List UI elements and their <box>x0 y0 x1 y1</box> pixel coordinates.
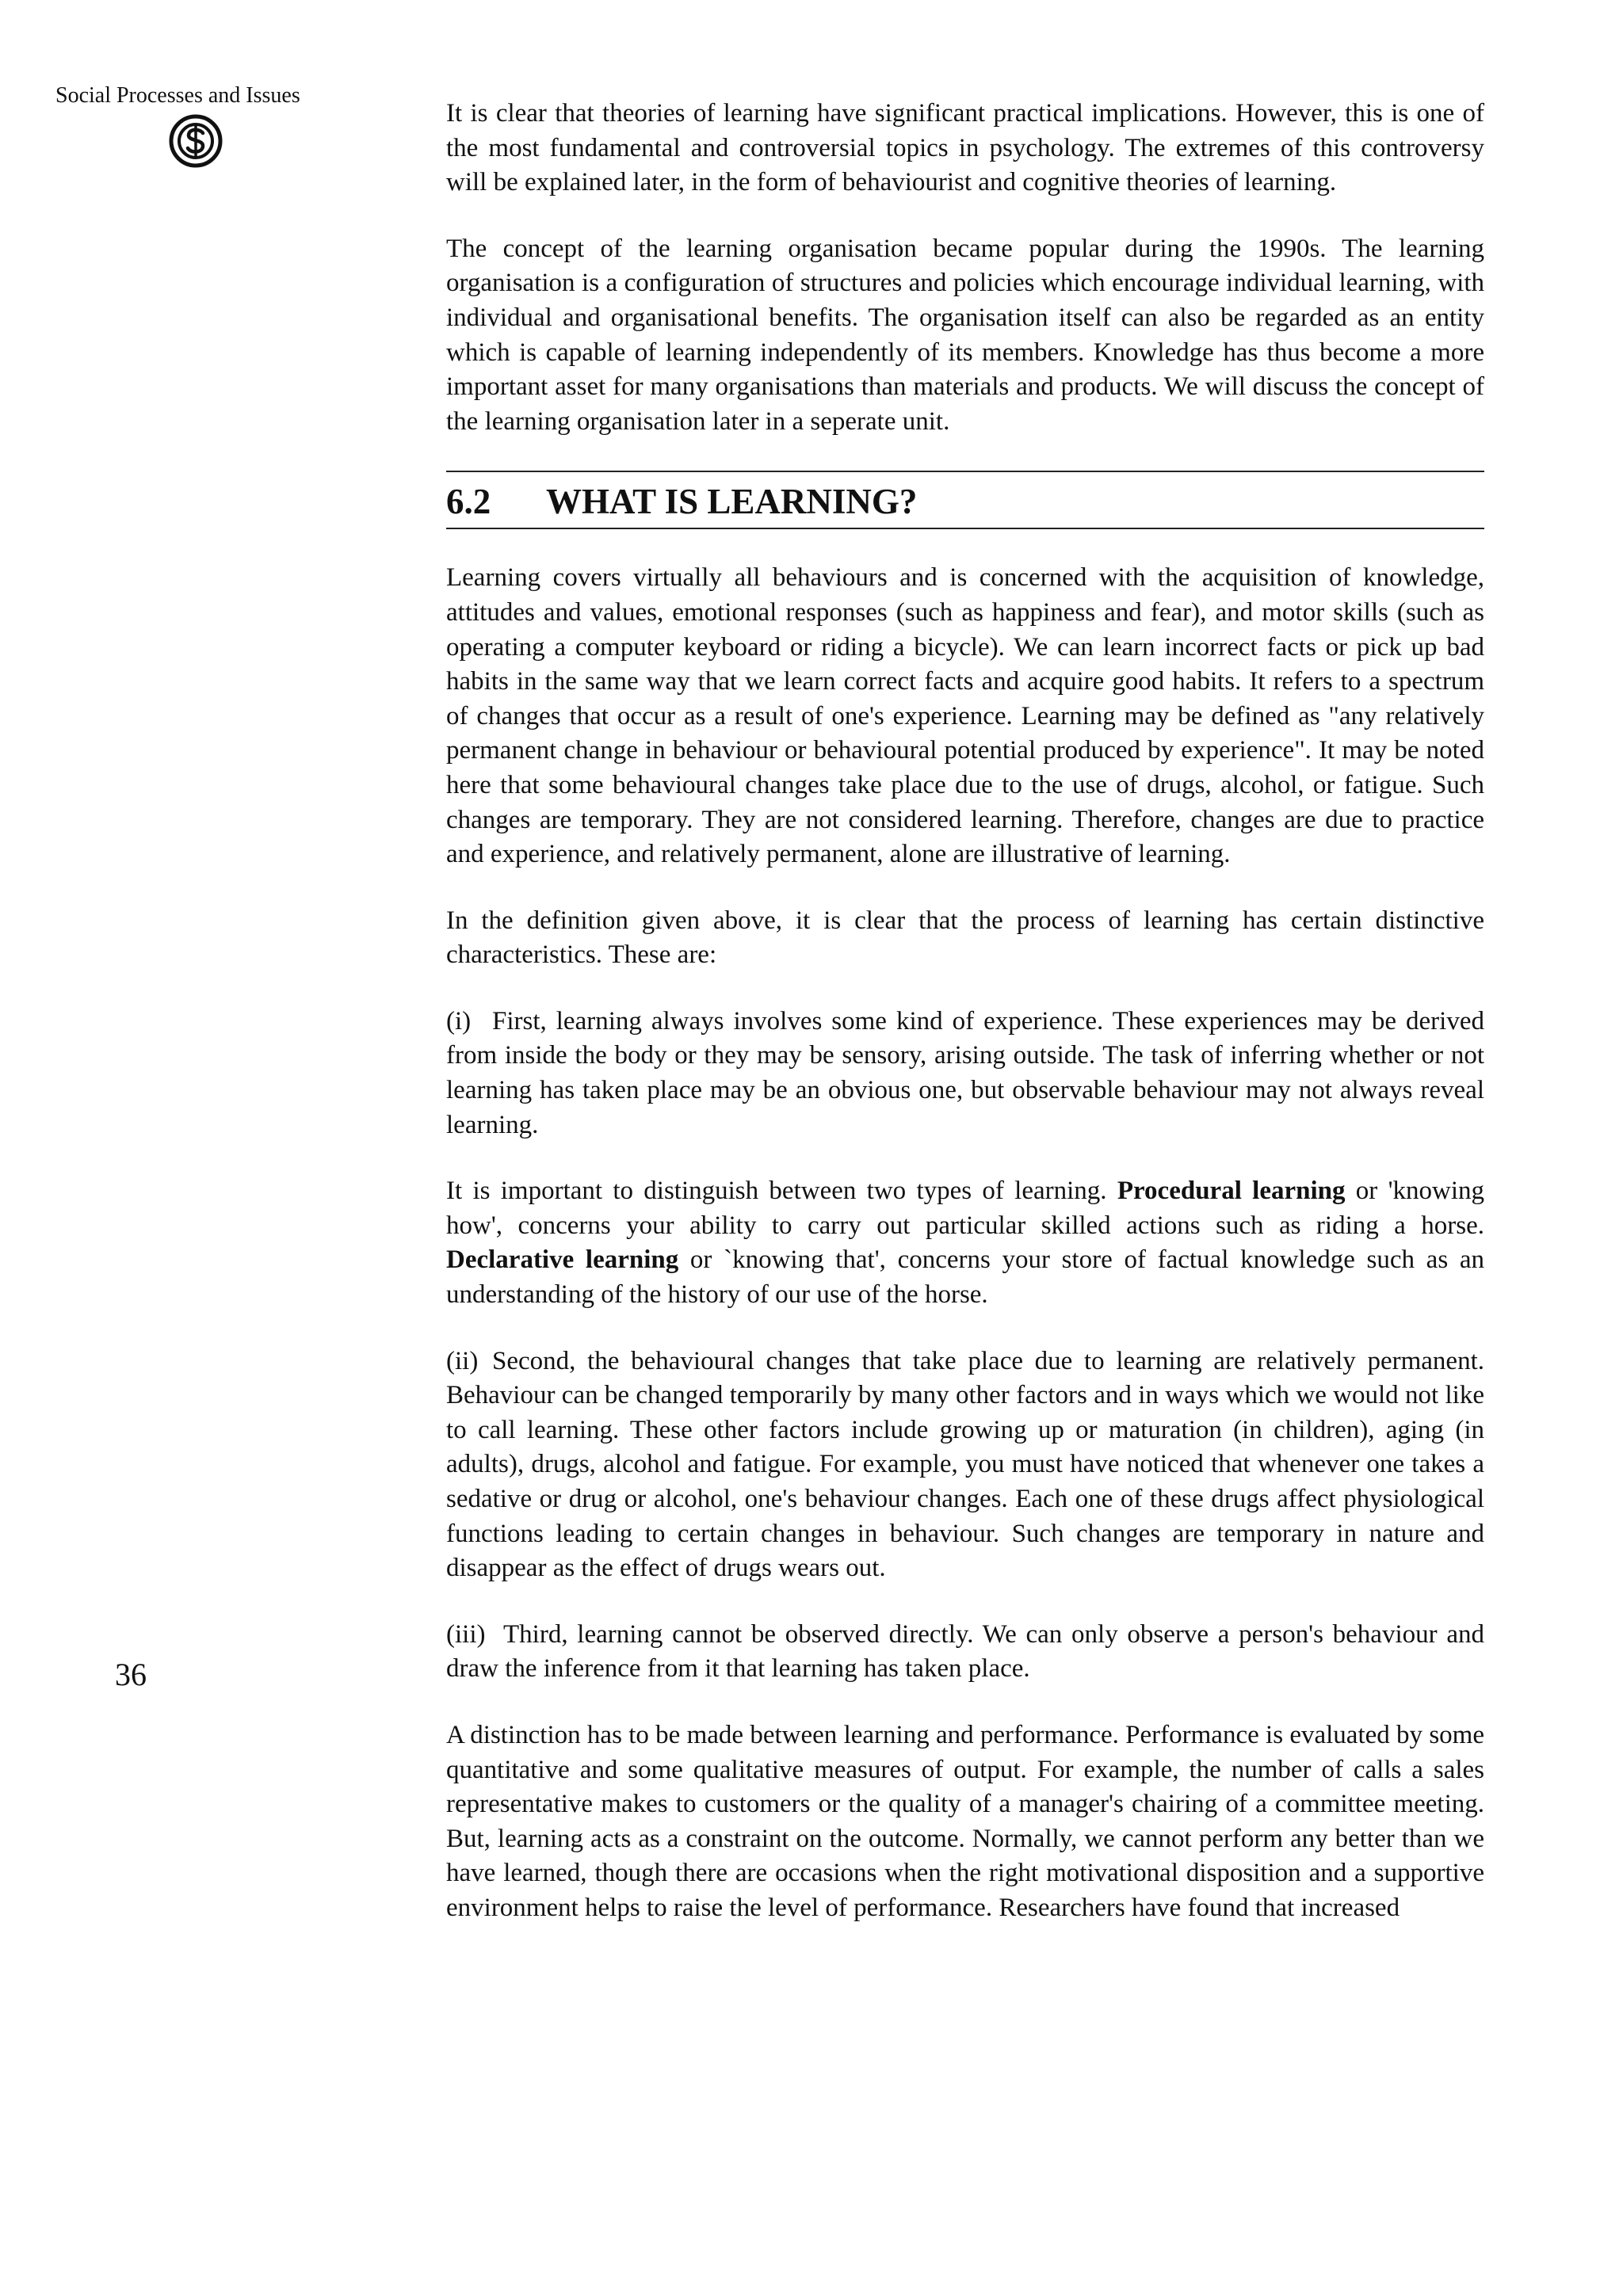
section-title: WHAT IS LEARNING? <box>546 482 918 522</box>
item-text: Third, learning cannot be observed directly. We can only observe a person's behaviour and draw the inference from it that learning has taken place. <box>446 1619 1484 1684</box>
item-label: (iii) <box>446 1619 486 1649</box>
characteristic-item-3 <box>446 1618 1484 1687</box>
item-text: First, learning always involves some kind of experience. These experiences may be derived from inside the body or they may be sensory, arising outside. The task of inferring whether or not learning has taken place may be an obvious one, but observable behaviour may not always reveal learning. <box>446 1006 1484 1139</box>
learning-types-paragraph <box>446 1174 1484 1312</box>
characteristic-item-2 <box>446 1344 1484 1586</box>
characteristics-intro-paragraph: In the definition given above, it is clear that the process of learning has certain distinctive characteristics. These are: <box>446 906 1484 970</box>
running-header: Social Processes and Issues <box>55 83 300 108</box>
learning-vs-performance-paragraph: A distinction has to be made between learning and performance. Performance is evaluated by some quantitative and some qualitative measures of output. For example, the number of calls a sales representative makes to customers or the quality of a manager's chairing of a committee meeting. But, learning acts as a constraint on the outcome. Normally, we cannot perform any better than we have learned, though there are occasions when the right motivational disposition and a supportive environment helps to raise the level of performance. Researchers have found that increased <box>446 1720 1484 1922</box>
intro-paragraph-1: It is clear that theories of learning have significant practical implications. However, this is one of the most fundamental and controversial topics in psychology. The extremes of this controversy will be explained later, in the form of behaviourist and cognitive theories of learning. <box>446 99 1484 197</box>
procedural-learning-text: or 'knowing how', concerns your ability to carry out particular skilled actions such as riding a horse. <box>446 1177 1485 1240</box>
declarative-learning-text: or `knowing that', concerns your store of factual knowledge such as an understanding of the history of our use of the horse. <box>446 1245 1484 1310</box>
page-number: 36 <box>115 1657 147 1692</box>
item-label: (ii) <box>446 1346 479 1375</box>
section-heading <box>446 471 1484 529</box>
definition-paragraph: Learning covers virtually all behaviours and is concerned with the acquisition of knowledge, attitudes and values, emotional responses (such as happiness and fear), and motor skills (such as operating a computer keyboard or riding a bicycle). We can learn incorrect facts or pick up bad habits in the same way that we learn correct facts and acquire good habits. It refers to a spectrum of changes that occur as a result of one's experience. Learning may be defined as "any relatively permanent change in behaviour or behavioural potential produced by experience". It may be noted here that some behavioural changes take place due to the use of drugs, alcohol, or fatigue. Such changes are temporary. They are not considered learning. Therefore, changes are due to practice and experience, and relatively permanent, alone are illustrative of learning. <box>446 563 1484 869</box>
ignou-logo-icon <box>169 114 223 168</box>
intro-paragraph-2: The concept of the learning organisation became popular during the 1990s. The learning organisation is a configuration of structures and policies which encourage individual learning, with individual and organisational benefits. The organisation itself can also be regarded as an entity which is capable of learning independently of its members. Knowledge has thus become a more important asset for many organisations than materials and products. We will discuss the concept of the learning organisation later in a seperate unit. <box>446 234 1484 436</box>
item-label: (i) <box>446 1006 472 1035</box>
declarative-learning-term: Declarative learning <box>446 1245 679 1275</box>
main-content <box>446 97 1484 1926</box>
item-text: Second, the behavioural changes that take place due to learning are relatively permanent. Behaviour can be changed temporarily by many other factors and in ways which we would not like to call learning. These other factors include growing up or maturation (in children), aging (in adults), drugs, alcohol and fatigue. For example, you must have noticed that whenever one takes a sedative or drug or alcohol, one's behaviour changes. Each one of these drugs affect physiological functions leading to certain changes in behaviour. Such changes are temporary in nature and disappear as the effect of drugs wears out. <box>446 1346 1484 1583</box>
types-intro-text: It is important to distinguish between two types of learning. <box>446 1177 1107 1206</box>
section-number: 6.2 <box>446 482 491 522</box>
characteristic-item-1 <box>446 1005 1484 1142</box>
procedural-learning-term: Procedural learning <box>1117 1177 1346 1206</box>
